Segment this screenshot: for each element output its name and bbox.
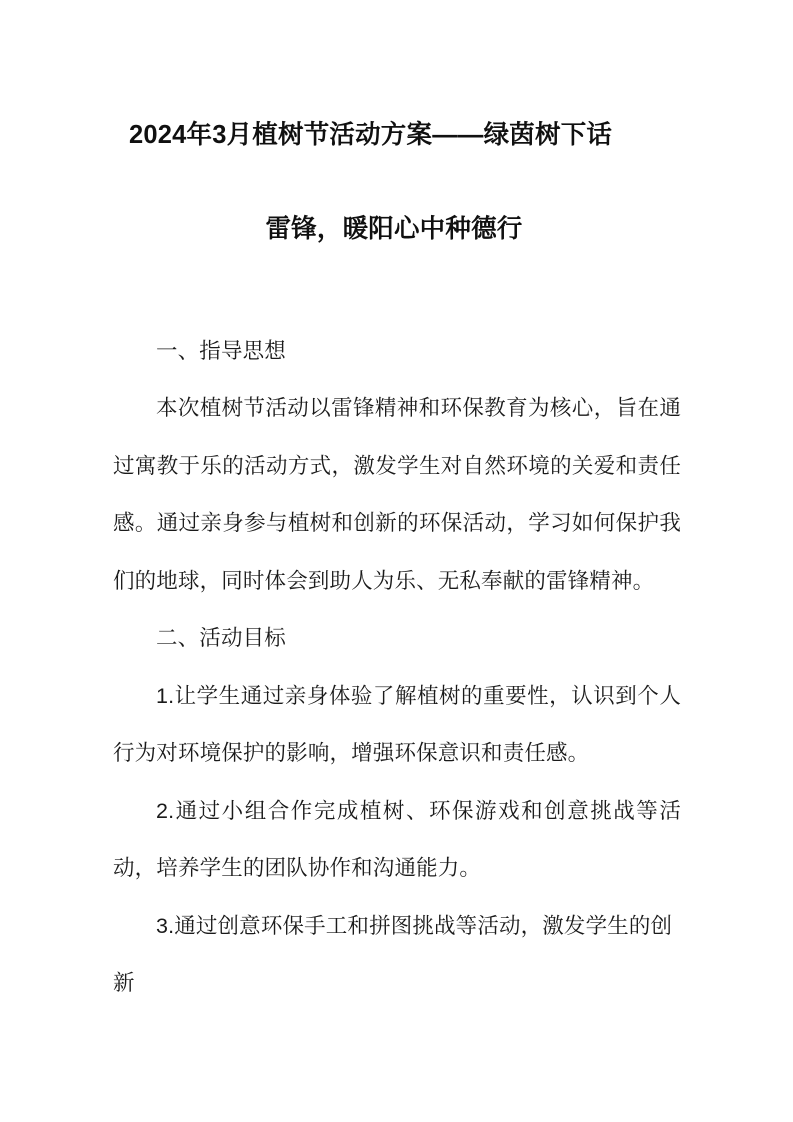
section-1-paragraph-1: 本次植树节活动以雷锋精神和环保教育为核心，旨在通过寓教于乐的活动方式，激发学生对自然环境的关爱和责任感。通过亲身参与植树和创新的环保活动，学习如何保护我们的地球，同时体会到助人为乐、无私奉献的雷锋精神。 [113,396,681,593]
section-2-item-2: 2.通过小组合作完成植树、环保游戏和创意挑战等活动，培养学生的团队协作和沟通能力。 [113,798,681,881]
title-line-2: 雷锋，暖阳心中种德行 [265,215,523,244]
section-2-item-3: 3.通过创意环保手工和拼图挑战等活动，激发学生的创新 [113,913,673,996]
document-body [113,0,681,1013]
document-content [113,323,681,1013]
section-2-item-1: 1.让学生通过亲身体验了解植树的重要性，认识到个人行为对环境保护的影响，增强环保意识和责任感。 [113,683,681,766]
section-heading-2: 二、活动目标 [156,626,286,651]
section-heading-1: 一、指导思想 [156,338,286,363]
document-title [113,118,681,247]
title-line-1: 2024年3月植树节活动方案——绿茵树下话 [129,121,613,149]
